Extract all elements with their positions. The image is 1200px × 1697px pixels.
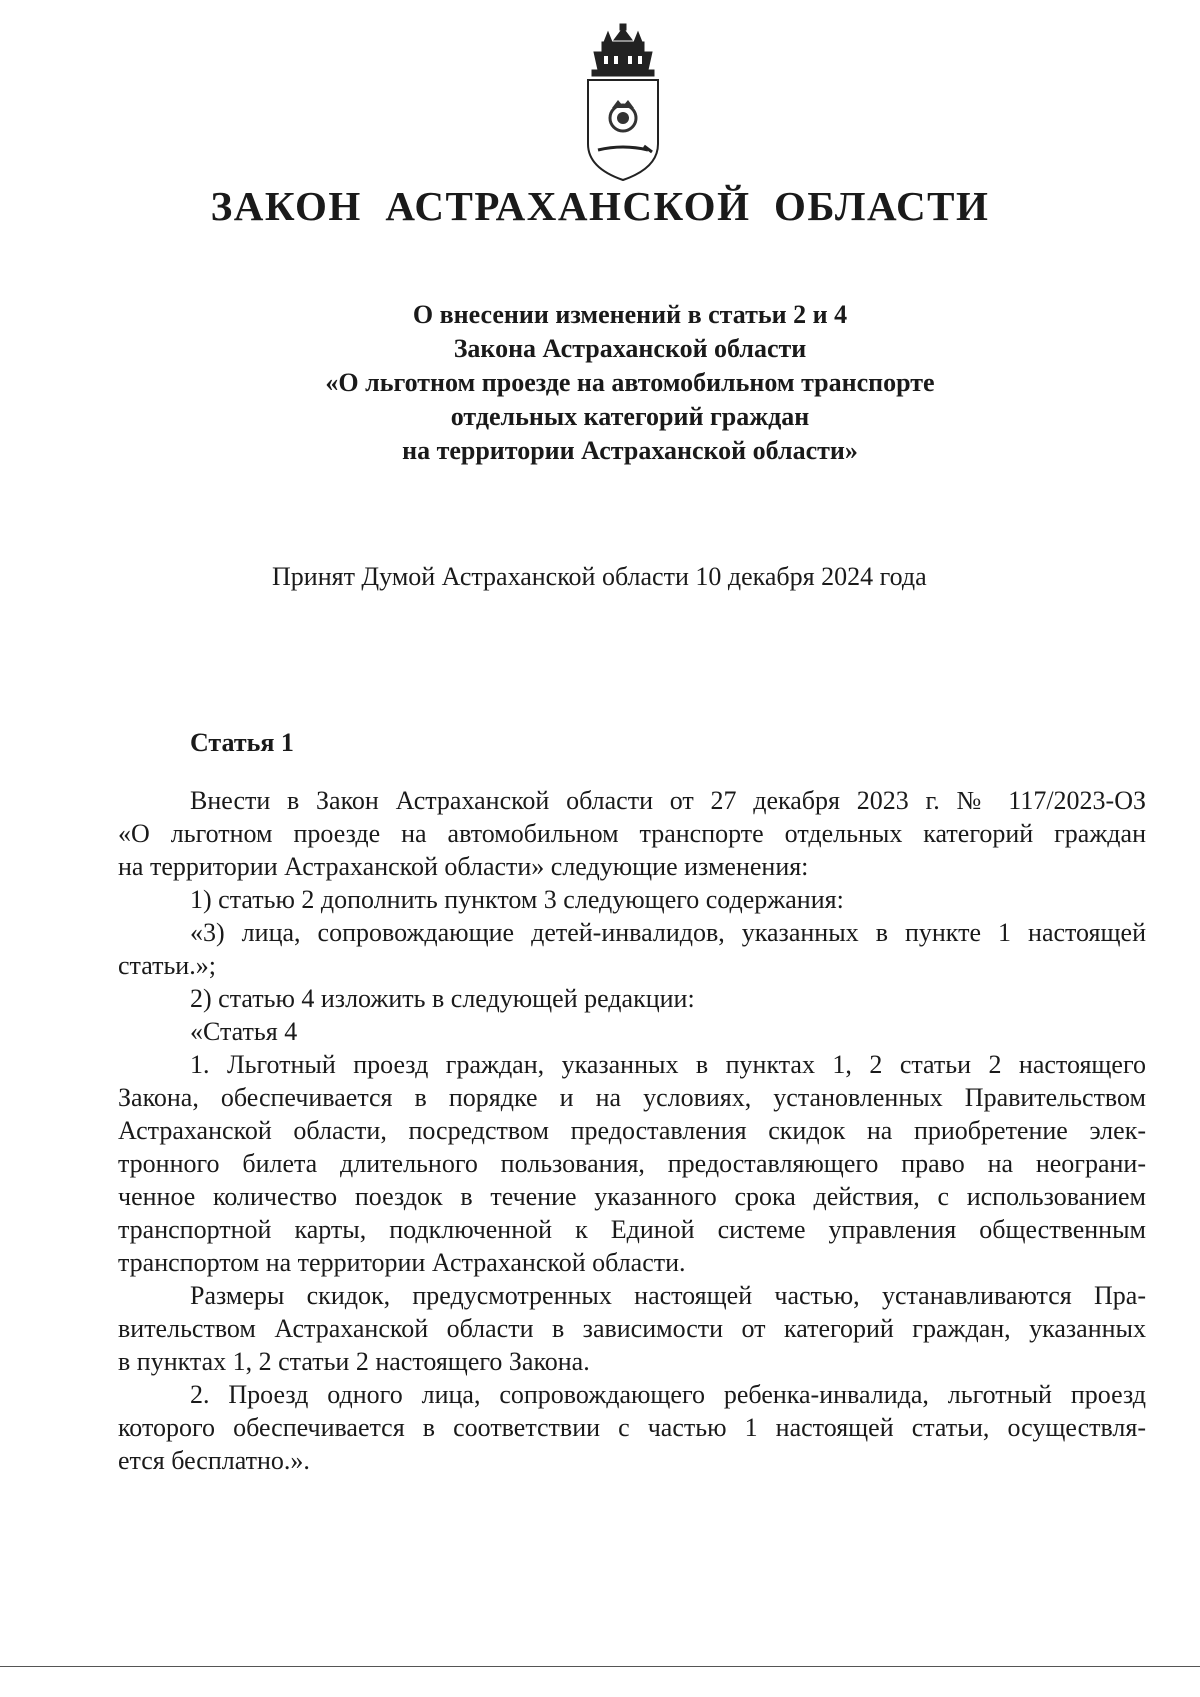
body-line: 2) статью 4 изложить в следующей редакции: xyxy=(190,984,695,1013)
subtitle-line: О внесении изменений в статьи 2 и 4 xyxy=(412,300,848,329)
law-title: ЗАКОН АСТРАХАНСКОЙ ОБЛАСТИ xyxy=(210,183,990,229)
body-line: вительством Астраханской области в зависимости от категорий граждан, указанных xyxy=(118,1314,1146,1343)
subtitle-line: Закона Астраханской области xyxy=(453,334,807,363)
body-line: «3) лица, сопровождающие детей-инвалидов, указанных в пункте 1 настоящей xyxy=(190,918,1146,947)
body-line: 1) статью 2 дополнить пунктом 3 следующего содержания: xyxy=(190,885,844,914)
body-line: транспортной карты, подключенной к Единой системе управления общественным xyxy=(118,1215,1146,1244)
body-line: Размеры скидок, предусмотренных настоящей частью, устанавливаются Пра- xyxy=(190,1281,1146,1310)
body-line: статьи.»; xyxy=(118,951,216,980)
article-body xyxy=(118,784,1146,1477)
body-line: 1. Льготный проезд граждан, указанных в пунктах 1, 2 статьи 2 настоящего xyxy=(190,1050,1146,1079)
body-line: ется бесплатно.». xyxy=(118,1446,310,1475)
body-line: Внести в Закон Астраханской области от 27 декабря 2023 г. № 117/2023-ОЗ xyxy=(190,786,1146,815)
subtitle-line: на территории Астраханской области» xyxy=(402,436,858,465)
adoption-note: Принят Думой Астраханской области 10 декабря 2024 года xyxy=(272,562,927,591)
law-subtitle xyxy=(0,298,1200,468)
body-line: которого обеспечивается в соответствии с частью 1 настоящей статьи, осуществля- xyxy=(118,1413,1146,1442)
article-heading: Статья 1 xyxy=(190,728,294,757)
body-line: тронного билета длительного пользования, предоставляющего право на неограни- xyxy=(118,1149,1146,1178)
body-line: ченное количество поездок в течение указанного срока действия, с использованием xyxy=(118,1182,1146,1211)
subtitle-line: отдельных категорий граждан xyxy=(450,402,810,431)
body-line: 2. Проезд одного лица, сопровождающего ребенка-инвалида, льготный проезд xyxy=(190,1380,1146,1409)
body-line: на территории Астраханской области» следующие изменения: xyxy=(118,852,809,881)
body-line: в пунктах 1, 2 статьи 2 настоящего Закона. xyxy=(118,1347,590,1376)
body-line: «О льготном проезде на автомобильном транспорте отдельных категорий граждан xyxy=(118,819,1146,848)
body-line: транспортом на территории Астраханской области. xyxy=(118,1248,686,1277)
body-line: Астраханской области, посредством предоставления скидок на приобретение элек- xyxy=(118,1116,1146,1145)
body-line: «Статья 4 xyxy=(190,1017,298,1046)
coat-of-arms-icon xyxy=(584,22,662,182)
subtitle-line: «О льготном проезде на автомобильном транспорте xyxy=(325,368,935,397)
bottom-divider xyxy=(0,1666,1200,1667)
body-line: Закона, обеспечивается в порядке и на условиях, установленных Правительством xyxy=(118,1083,1146,1112)
